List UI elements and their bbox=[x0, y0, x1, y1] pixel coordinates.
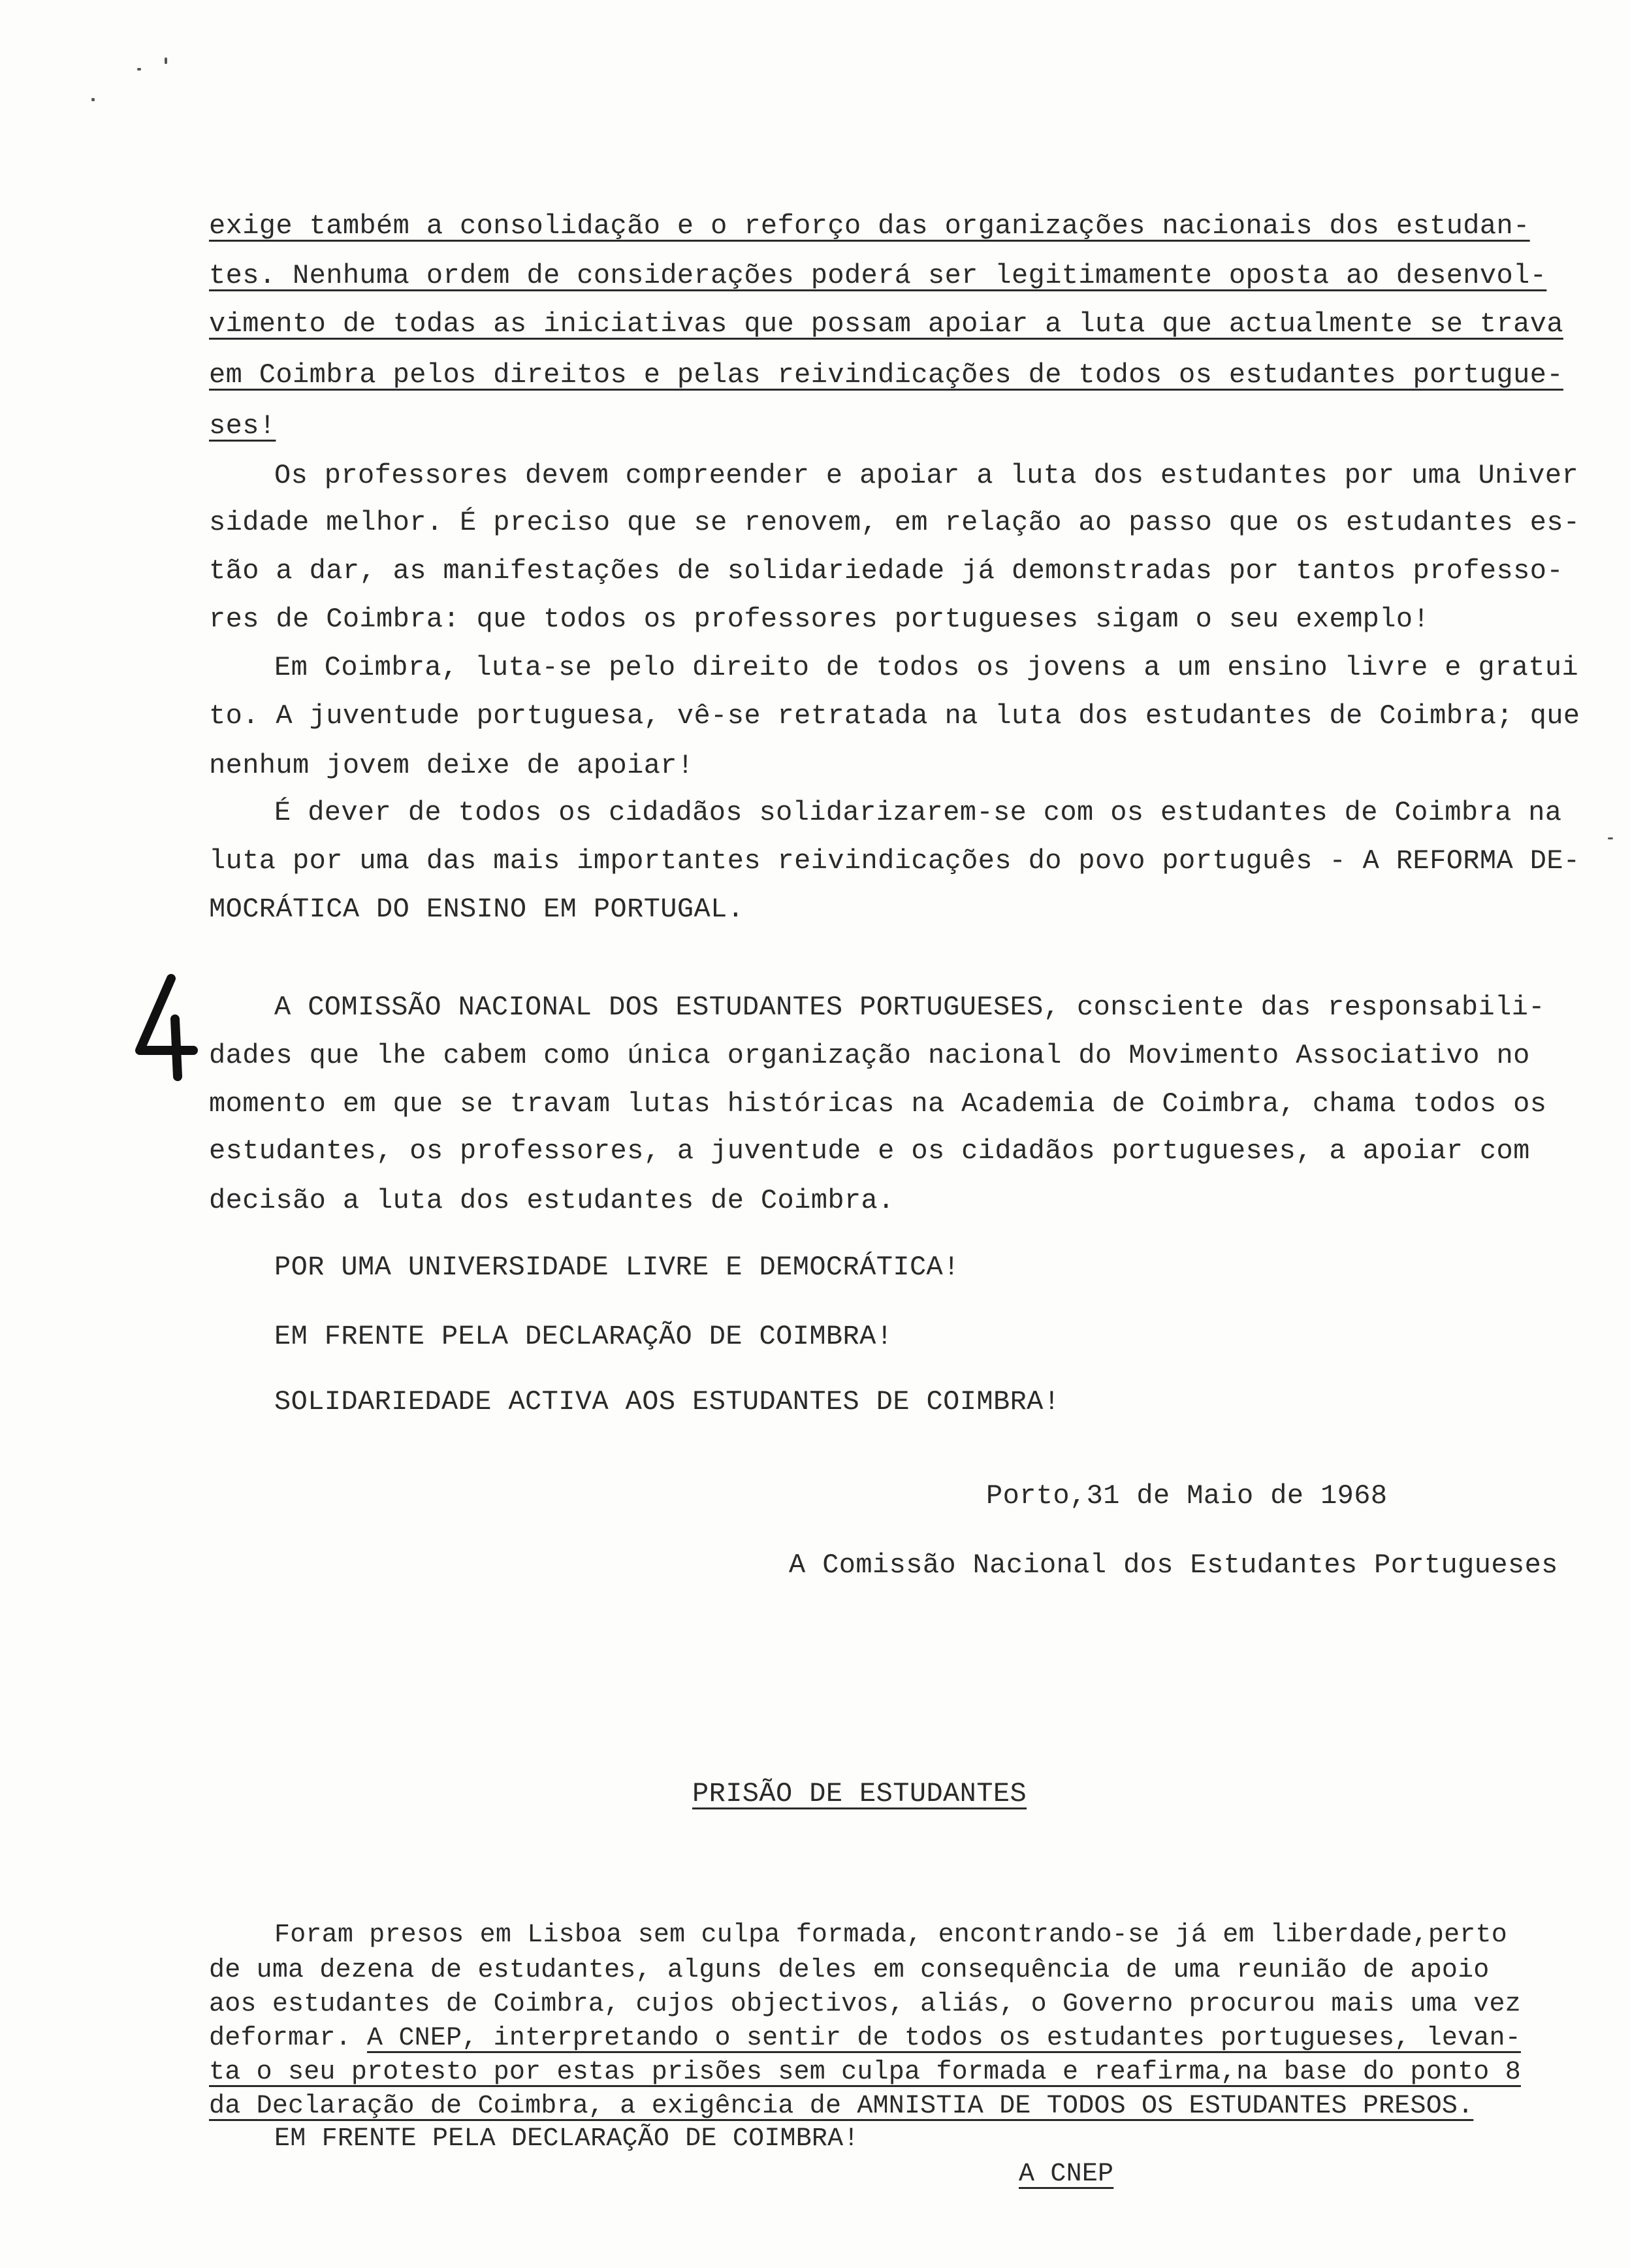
coimbra-line-3: nenhum jovem deixe de apoiar! bbox=[209, 750, 694, 781]
slogan-3: SOLIDARIEDADE ACTIVA AOS ESTUDANTES DE COIMBRA! bbox=[274, 1386, 1061, 1418]
coimbra-line-2: to. A juventude portuguesa, vê-se retratada na luta dos estudantes de Coimbra; que bbox=[209, 700, 1580, 732]
signatory: A Comissão Nacional dos Estudantes Portugueses bbox=[789, 1549, 1558, 1581]
intro-line-1: exige também a consolidação e o reforço das organizações nacionais dos estudan- bbox=[209, 210, 1530, 242]
prisao-line-5: ta o seu protesto por estas prisões sem culpa formada e reafirma,na base do ponto 8 bbox=[209, 2058, 1521, 2087]
cnep-signoff: A CNEP bbox=[1019, 2160, 1114, 2189]
prisao-line-4 bbox=[209, 2024, 1521, 2054]
slogan-1: POR UMA UNIVERSIDADE LIVRE E DEMOCRÁTICA! bbox=[274, 1252, 960, 1283]
prisao-line-4-underlined: A CNEP, interpretando o sentir de todos os estudantes portugueses, levan- bbox=[367, 2024, 1521, 2053]
prisao-line-2: de uma dezena de estudantes, alguns deles em consequência de uma reunião de apoio bbox=[209, 1956, 1490, 1985]
dever-line-1: É dever de todos os cidadãos solidarizarem-se com os estudantes de Coimbra na bbox=[274, 797, 1562, 828]
scan-speck bbox=[1608, 837, 1613, 839]
slogan-2: EM FRENTE PELA DECLARAÇÃO DE COIMBRA! bbox=[274, 1321, 893, 1352]
professores-line-4: res de Coimbra: que todos os professores portugueses sigam o seu exemplo! bbox=[209, 604, 1430, 635]
scan-speck bbox=[137, 68, 141, 71]
dever-line-2: luta por uma das mais importantes reivindicações do povo português - A REFORMA DE- bbox=[209, 845, 1580, 877]
comissao-line-3: momento em que se travam lutas históricas na Academia de Coimbra, chama todos os bbox=[209, 1088, 1547, 1120]
professores-line-2: sidade melhor. É preciso que se renovem, em relação ao passo que os estudantes es- bbox=[209, 507, 1580, 538]
scan-speck bbox=[91, 98, 95, 101]
scan-speck bbox=[165, 57, 167, 64]
professores-line-1: Os professores devem compreender e apoiar a luta dos estudantes por uma Univer bbox=[274, 460, 1579, 491]
prisao-line-3: aos estudantes de Coimbra, cujos objectivos, aliás, o Governo procurou mais uma vez bbox=[209, 1990, 1521, 2019]
prisao-line-1: Foram presos em Lisboa sem culpa formada, encontrando-se já em liberdade,perto bbox=[274, 1920, 1507, 1950]
dever-line-3: MOCRÁTICA DO ENSINO EM PORTUGAL. bbox=[209, 894, 744, 925]
intro-line-3: vimento de todas as iniciativas que possam apoiar a luta que actualmente se trava bbox=[209, 308, 1563, 340]
comissao-line-2: dades que lhe cabem como única organização nacional do Movimento Associativo no bbox=[209, 1040, 1530, 1071]
prisao-line-4-prefix: deformar. bbox=[209, 2024, 368, 2053]
comissao-line-4: estudantes, os professores, a juventude e os cidadãos portugueses, a apoiar com bbox=[209, 1135, 1530, 1167]
intro-line-4: em Coimbra pelos direitos e pelas reivindicações de todos os estudantes portugue- bbox=[209, 359, 1563, 391]
place-date: Porto,31 de Maio de 1968 bbox=[986, 1480, 1388, 1512]
intro-line-2: tes. Nenhuma ordem de considerações poderá ser legitimamente oposta ao desenvol- bbox=[209, 260, 1547, 291]
prisao-line-7: EM FRENTE PELA DECLARAÇÃO DE COIMBRA! bbox=[274, 2124, 859, 2154]
section-heading: PRISÃO DE ESTUDANTES bbox=[692, 1778, 1027, 1809]
prisao-line-6: da Declaração de Coimbra, a exigência de AMNISTIA DE TODOS OS ESTUDANTES PRESOS. bbox=[209, 2092, 1474, 2121]
coimbra-line-1: Em Coimbra, luta-se pelo direito de todos os jovens a um ensino livre e gratui bbox=[274, 652, 1579, 683]
handwritten-number-mark bbox=[131, 973, 202, 1084]
comissao-line-1: A COMISSÃO NACIONAL DOS ESTUDANTES PORTUGUESES, consciente das responsabili- bbox=[274, 992, 1545, 1023]
intro-line-5: ses! bbox=[209, 410, 276, 442]
professores-line-3: tão a dar, as manifestações de solidariedade já demonstradas por tantos professo- bbox=[209, 555, 1563, 587]
comissao-line-5: decisão a luta dos estudantes de Coimbra. bbox=[209, 1185, 895, 1216]
